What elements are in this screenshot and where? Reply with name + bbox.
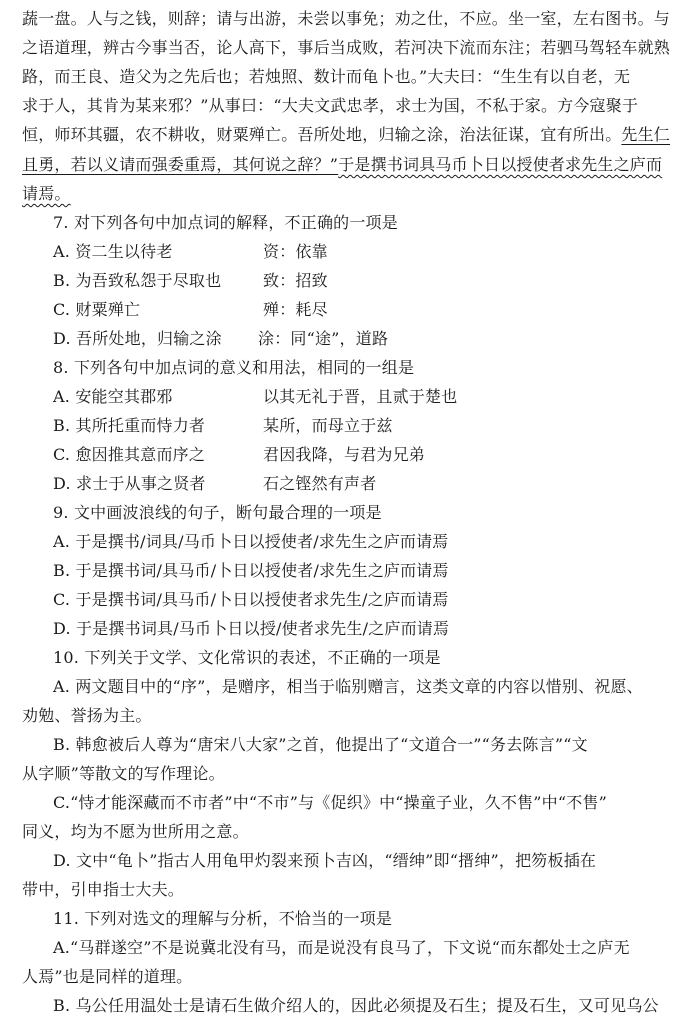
question-10-option-a-cont: 劝勉、誉扬为主。 bbox=[22, 706, 152, 725]
question-10-stem: 10. 下列关于文学、文化常识的表述，不正确的一项是 bbox=[53, 648, 441, 667]
question-10-option-d-cont: 带中，引申指士大夫。 bbox=[22, 880, 185, 899]
question-10-option-b-cont: 从字顺”等散文的写作理论。 bbox=[22, 764, 225, 783]
question-9-option-d: D. 于是撰书词具/马币卜日以授/使者求先生/之庐而请焉 bbox=[53, 619, 450, 638]
passage-line bbox=[22, 120, 670, 149]
question-8-option-b: B. 其所托重而恃力者 某所，而母立于兹 bbox=[53, 416, 393, 435]
question-10-option-d: D. 文中“龟卜”指古人用龟甲灼裂来预卜吉凶，“缙绅”即“搢绅”，把笏板插在 bbox=[53, 851, 597, 870]
underlined-sentence: 先生仁 bbox=[621, 125, 671, 144]
question-10-option-b: B. 韩愈被后人尊为“唐宋八大家”之首，他提出了“文道合一”“务去陈言”“文 bbox=[53, 735, 588, 754]
wavy-underlined-sentence: 请焉。 bbox=[22, 184, 71, 203]
question-7-option-a: A. 资二生以待老 资：依靠 bbox=[53, 242, 328, 261]
question-8-option-a: A. 安能空其郡邪 以其无礼于晋，且贰于楚也 bbox=[53, 387, 458, 406]
question-11-stem: 11. 下列对选文的理解与分析，不恰当的一项是 bbox=[53, 909, 393, 928]
question-8-stem: 8. 下列各句中加点词的意义和用法，相同的一组是 bbox=[53, 358, 415, 377]
question-11-option-b: B. 乌公任用温处士是请石生做介绍人的，因此必须提及石生；提及石生，又可见乌公 bbox=[53, 996, 659, 1015]
passage-line: 路，而王良、造父为之先后也；若烛照、数计而龟卜也。”大夫曰：“生生有以自老，无 bbox=[22, 67, 631, 86]
question-9-option-c: C. 于是撰书词/具马币/卜日以授使者求先生/之庐而请焉 bbox=[53, 590, 449, 609]
passage-text: 恒，师环其疆，农不耕收，财粟殚亡。吾所处地，归输之涂，治法征谋，宜有所出。 bbox=[22, 125, 622, 144]
question-10-option-c: C.“恃才能深藏而不市者”中“不市”与《促织》中“操童子业，久不售”中“不售” bbox=[53, 793, 607, 812]
question-11-option-a-cont: 人焉”也是同样的道理。 bbox=[22, 967, 193, 986]
question-10-option-a: A. 两文题目中的“序”，是赠序，相当于临别赠言，这类文章的内容以惜别、祝愿、 bbox=[53, 677, 643, 696]
question-9-option-a: A. 于是撰书/词具/马币卜日以授使者/求先生之庐而请焉 bbox=[53, 532, 449, 551]
wavy-underlined-sentence: 于是撰书词具马币卜日以授使者求先生之庐而 bbox=[338, 155, 663, 174]
passage-line: 蔬一盘。人与之钱，则辞；请与出游，未尝以事免；劝之仕，不应。坐一室，左右图书。与 bbox=[22, 9, 671, 28]
question-7-stem: 7. 对下列各句中加点词的解释，不正确的一项是 bbox=[53, 213, 398, 232]
question-7-option-c: C. 财粟殚亡 殚：耗尽 bbox=[53, 300, 328, 319]
passage-line: 之语道理，辨古今事当否，论人高下，事后当成败，若河决下流而东注；若驷马驾轻车就熟 bbox=[22, 38, 671, 57]
question-8-option-c: C. 愈因推其意而序之 君因我降，与君为兄弟 bbox=[53, 445, 426, 464]
question-10-option-c-cont: 同义，均为不愿为世所用之意。 bbox=[22, 822, 249, 841]
passage-line: 求于人，其肯为某来邪？”从事曰：“大夫文武忠孝，求士为国，不私于家。方今寇聚于 bbox=[22, 96, 639, 115]
passage-line bbox=[22, 150, 662, 179]
passage-line bbox=[22, 179, 71, 208]
question-7-option-d: D. 吾所处地，归输之涂 涂：同“途”，道路 bbox=[53, 329, 389, 348]
question-9-option-b: B. 于是撰书词/具马币/卜日以授使者/求先生之庐而请焉 bbox=[53, 561, 449, 580]
question-9-stem: 9. 文中画波浪线的句子，断句最合理的一项是 bbox=[53, 503, 382, 522]
question-7-option-b: B. 为吾致私怨于尽取也 致：招致 bbox=[53, 271, 328, 290]
question-8-option-d: D. 求士于从事之贤者 石之铿然有声者 bbox=[53, 474, 377, 493]
question-11-option-a: A.“马群遂空”不是说冀北没有马，而是说没有良马了，下文说“而东都处士之庐无 bbox=[53, 938, 630, 957]
underlined-sentence: 且勇，若以义请而强委重焉，其何说之辞？” bbox=[22, 155, 339, 174]
